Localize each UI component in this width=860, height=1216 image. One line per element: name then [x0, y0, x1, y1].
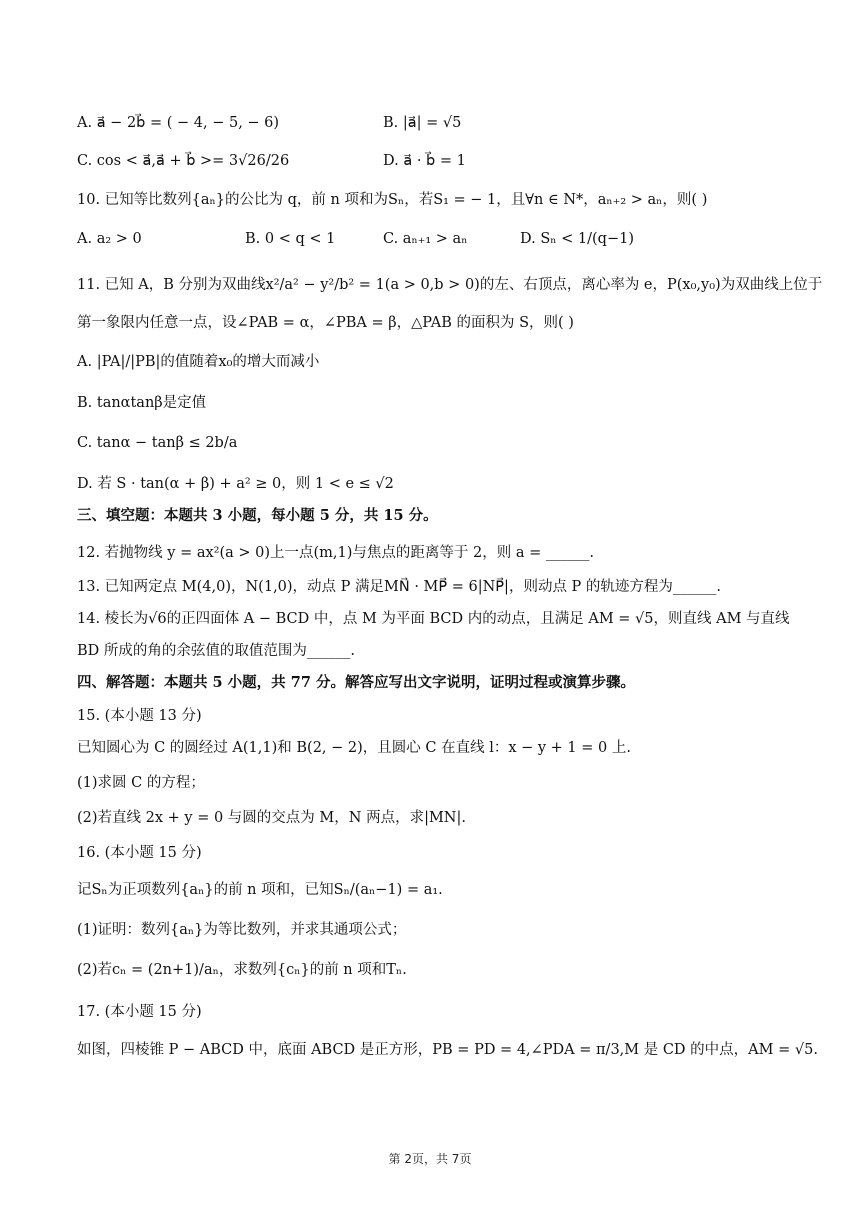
page-footer: 第 2页，共 7页	[388, 1152, 472, 1166]
q14-line2: BD 所成的角的余弦值的取值范围为______.	[77, 643, 355, 659]
q14-line1: 14. 棱长为√6的正四面体 A − BCD 中，点 M 为平面 BCD 内的动点，且满足 AM = √5，则直线 AM 与直线	[77, 611, 790, 627]
q16-stem: 记Sₙ为正项数列{aₙ}的前 n 项和，已知Sₙ/(aₙ−1) = a₁.	[77, 882, 443, 898]
q9-option-a: A. a⃗ − 2b⃗ = ( − 4, − 5, − 6)	[77, 115, 280, 131]
q15-part1: (1)求圆 C 的方程；	[77, 775, 205, 791]
q15-stem: 已知圆心为 C 的圆经过 A(1,1)和 B(2, − 2)，且圆心 C 在直线 l：x − y + 1 = 0 上.	[77, 740, 631, 756]
q11-option-a: A. |PA|/|PB|的值随着x₀的增大而减小	[77, 354, 320, 370]
q9-option-c: C. cos < a⃗,a⃗ + b⃗ >= 3√26/26	[77, 153, 290, 169]
q10-option-b: B. 0 < q < 1	[245, 231, 336, 247]
q13-text: 13. 已知两定点 M(4,0)，N(1,0)，动点 P 满足MN⃗ · MP⃗ = 6|NP⃗|，则动点 P 的轨迹方程为______.	[77, 579, 722, 595]
q11-option-d: D. 若 S · tan(α + β) + a² ≥ 0，则 1 < e ≤ √2	[77, 476, 394, 492]
q9-option-d: D. a⃗ · b⃗ = 1	[383, 153, 466, 169]
q16-part2: (2)若cₙ = (2n+1)/aₙ，求数列{cₙ}的前 n 项和Tₙ.	[77, 962, 407, 978]
q10-option-a: A. a₂ > 0	[77, 231, 142, 247]
q16-heading: 16. (本小题 15 分)	[77, 845, 202, 861]
q11-option-b: B. tanαtanβ是定值	[77, 395, 207, 411]
q15-part2: (2)若直线 2x + y = 0 与圆的交点为 M，N 两点，求|MN|.	[77, 810, 466, 826]
section-3-heading: 三、填空题：本题共 3 小题，每小题 5 分，共 15 分。	[77, 507, 438, 524]
q11-stem-line1: 11. 已知 A，B 分别为双曲线x²/a² − y²/b² = 1(a > 0,b > 0)的左、右顶点，离心率为 e，P(x₀,y₀)为双曲线上位于	[77, 277, 823, 293]
q10-option-c: C. aₙ₊₁ > aₙ	[383, 231, 468, 247]
q10-stem: 10. 已知等比数列{aₙ}的公比为 q，前 n 项和为Sₙ，若S₁ = − 1，且∀n ∈ N*，aₙ₊₂ > aₙ，则( )	[77, 192, 708, 208]
q17-heading: 17. (本小题 15 分)	[77, 1004, 202, 1020]
q15-heading: 15. (本小题 13 分)	[77, 708, 202, 724]
q11-stem-line2: 第一象限内任意一点，设∠PAB = α，∠PBA = β，△PAB 的面积为 S，则( )	[77, 315, 574, 331]
q12-text: 12. 若抛物线 y = ax²(a > 0)上一点(m,1)与焦点的距离等于 2，则 a = ______.	[77, 545, 594, 561]
q16-part1: (1)证明：数列{aₙ}为等比数列，并求其通项公式；	[77, 922, 407, 938]
q17-stem: 如图，四棱锥 P − ABCD 中，底面 ABCD 是正方形，PB = PD = 4,∠PDA = π/3,M 是 CD 的中点，AM = √5.	[77, 1042, 818, 1058]
section-4-heading: 四、解答题：本题共 5 小题，共 77 分。解答应写出文字说明，证明过程或演算步骤。	[77, 674, 635, 691]
q10-option-d: D. Sₙ < 1/(q−1)	[520, 231, 634, 247]
q9-option-b: B. |a⃗| = √5	[383, 115, 462, 131]
q11-option-c: C. tanα − tanβ ≤ 2b/a	[77, 435, 238, 451]
